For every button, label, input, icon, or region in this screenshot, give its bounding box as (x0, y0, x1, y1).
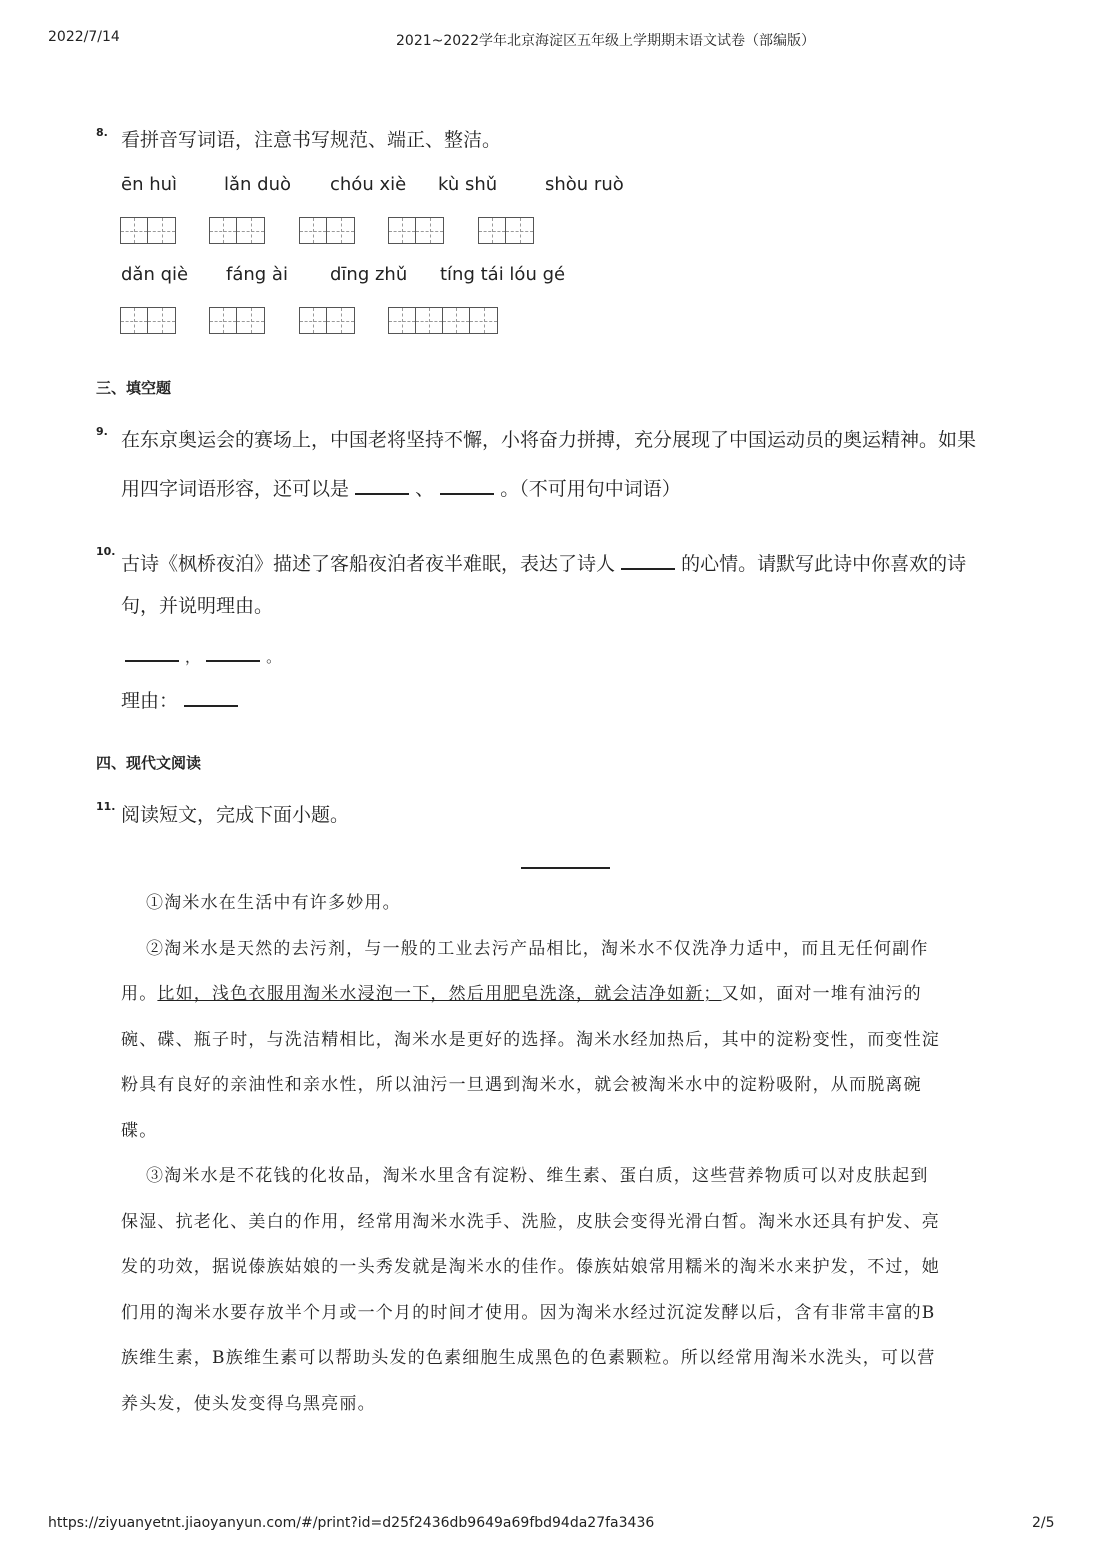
pinyin: chóu xiè (330, 174, 407, 195)
question-text (121, 548, 966, 576)
paragraph-3-line: 养头发，使头发变得乌黑亮丽。 (121, 1393, 376, 1414)
writing-grid[interactable] (478, 217, 534, 244)
footer-url: https://ziyuanyetnt.jiaoyanyun.com/#/print?id=d25f2436db9649a69fbd94da27fa3436 (48, 1515, 655, 1531)
text: 。（不可用句中词语） (500, 478, 681, 500)
answer-blank[interactable] (621, 548, 675, 570)
page-number: 2/5 (1032, 1515, 1055, 1531)
print-date: 2022/7/14 (48, 29, 120, 45)
paragraph-3-line: 族维生素，B族维生素可以帮助头发的色素细胞生成黑色的色素颗粒。所以经常用淘米水洗头，可以营 (121, 1348, 936, 1368)
question-number: 11. (96, 800, 116, 813)
answer-blank[interactable] (440, 473, 494, 495)
paragraph-2-line: 碗、碟、瓶子时，与洗洁精相比，淘米水是更好的选择。淘米水经加热后，其中的淀粉变性，而变性淀 (121, 1029, 940, 1050)
question-text: 在东京奥运会的赛场上，中国老将坚持不懈，小将奋力拼搏，充分展现了中国运动员的奥运精神。如果 (121, 429, 977, 451)
section-title: 四、现代文阅读 (96, 754, 202, 772)
writing-grid[interactable] (120, 217, 176, 244)
question-number: 8. (96, 126, 108, 139)
pinyin: shòu ruò (545, 174, 624, 195)
underlined-sentence: 比如，浅色衣服用淘米水浸泡一下，然后用肥皂洗涤，就会洁净如新； (157, 984, 722, 1004)
writing-grid[interactable] (388, 217, 444, 244)
question-text-line2: 句，并说明理由。 (121, 595, 274, 617)
question-number: 10. (96, 545, 116, 558)
section-title: 三、填空题 (96, 379, 172, 397)
writing-grid[interactable] (209, 307, 265, 334)
writing-grid[interactable] (209, 217, 265, 244)
pinyin: ēn huì (121, 174, 178, 195)
question-text-line2 (121, 473, 681, 501)
passage (121, 881, 1006, 1427)
question-text: 看拼音写词语，注意书写规范、端正、整洁。 (121, 129, 502, 151)
paragraph-1: ①淘米水在生活中有许多妙用。 (146, 893, 401, 913)
passage-title-blank[interactable] (521, 867, 610, 869)
text: 、 (415, 478, 435, 500)
answer-blank[interactable] (184, 685, 238, 707)
answer-blank[interactable] (206, 640, 260, 662)
pinyin: dīng zhǔ (330, 264, 408, 285)
paragraph-2-line: 粉具有良好的亲油性和亲水性，所以油污一旦遇到淘米水，就会被淘米水中的淀粉吸附，从而脱离碗 (121, 1075, 922, 1095)
document-title: 2021~2022学年北京海淀区五年级上学期期末语文试卷（部编版） (396, 33, 815, 49)
pinyin: fáng ài (226, 264, 288, 285)
answer-blank[interactable] (355, 473, 409, 495)
question-number: 9. (96, 425, 108, 438)
paragraph-2-line (121, 972, 1006, 1018)
poem-line-blanks (125, 640, 281, 669)
paragraph-3-line: 们用的淘米水要存放半个月或一个月的时间才使用。因为淘米水经过沉淀发酵以后，含有非常丰富的B (121, 1302, 936, 1323)
reason-label: 理由： (121, 690, 179, 712)
paragraph-3-line: 保湿、抗老化、美白的作用，经常用淘米水洗手、洗脸，皮肤会变得光滑白皙。淘米水还具有护发、亮 (121, 1211, 940, 1232)
pinyin: dǎn qiè (121, 264, 189, 285)
pinyin: tíng tái lóu gé (440, 264, 566, 285)
question-text: 阅读短文，完成下面小题。 (121, 804, 350, 826)
writing-grid[interactable] (299, 217, 355, 244)
comma: ， (185, 648, 201, 666)
text: 又如，面对一堆有油污的 (721, 984, 922, 1004)
text: 用四字词语形容，还可以是 (121, 478, 350, 500)
text: 的心情。请默写此诗中你喜欢的诗 (681, 553, 967, 575)
answer-blank[interactable] (125, 640, 179, 662)
reason-line (121, 685, 238, 713)
writing-grid[interactable] (388, 307, 498, 334)
period: 。 (266, 648, 282, 666)
paragraph-2-line: 碟。 (121, 1120, 158, 1141)
paragraph-3-line: ③淘米水是不花钱的化妆品，淘米水里含有淀粉、维生素、蛋白质，这些营养物质可以对皮肤起到 (146, 1166, 929, 1186)
pinyin: kù shǔ (438, 174, 498, 195)
text: 用。 (121, 984, 158, 1004)
pinyin: lǎn duò (224, 174, 292, 195)
writing-grid[interactable] (120, 307, 176, 334)
writing-grid[interactable] (299, 307, 355, 334)
text: 古诗《枫桥夜泊》描述了客船夜泊者夜半难眠，表达了诗人 (121, 553, 616, 575)
paragraph-3-line: 发的功效，据说傣族姑娘的一头秀发就是淘米水的佳作。傣族姑娘常用糯米的淘米水来护发，不过，她 (121, 1257, 940, 1277)
paragraph-2-line: ②淘米水是天然的去污剂，与一般的工业去污产品相比，淘米水不仅洗净力适中，而且无任何副作 (146, 938, 929, 959)
